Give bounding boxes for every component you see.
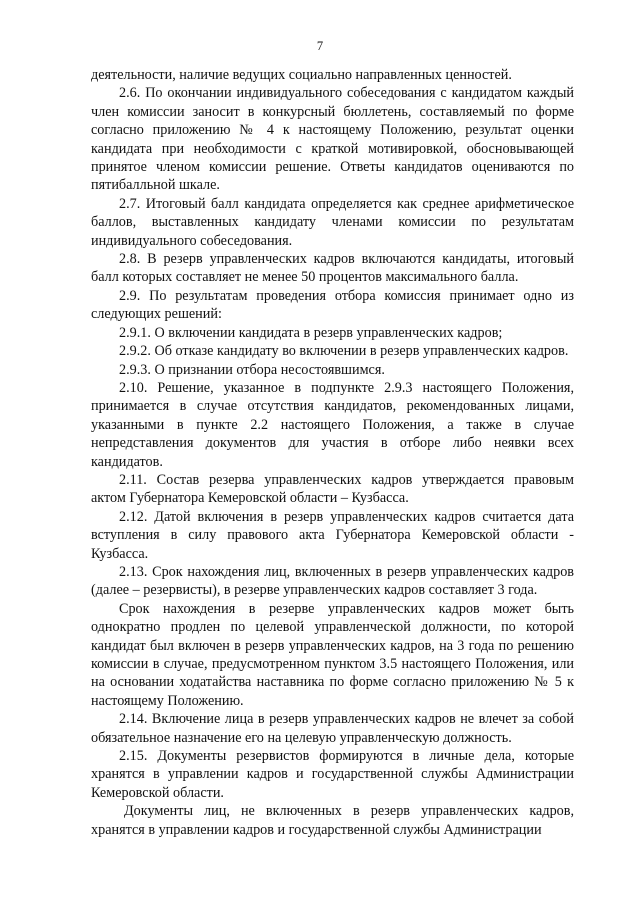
paragraph-2-11: 2.11. Состав резерва управленческих кадров утверждается правовым актом Губернатора Кемеровской области – Кузбасса. [91,471,574,507]
paragraph-2-6: 2.6. По окончании индивидуального собеседования с кандидатом каждый член комиссии заносит в конкурсный бюллетень, составляемый по форме согласно приложению № 4 к настоящему Положению, результат оценки кандидата при необходимости с краткой мотивировкой, обосновывающей принятое членом комиссии решение. Ответы кандидатов оцениваются по пятибалльной шкале. [91,85,574,194]
paragraph-2-12: 2.12. Датой включения в резерв управленческих кадров считается дата вступления в силу правового акта Губернатора Кемеровской области - Кузбасса. [91,508,574,562]
paragraph-2-9: 2.9. По результатам проведения отбора комиссия принимает одно из следующих решений: [91,287,574,323]
paragraph-2-15: 2.15. Документы резервистов формируются в личные дела, которые хранятся в управлении кадров и государственной службы Администрации Кемеровской области. [91,748,574,801]
paragraph-2-13-extension: Срок нахождения в резерве управленческих кадров может быть однократно продлен по целевой управленческой должности, по которой кандидат был включен в резерв управленческих кадров, на 3 года по решению комиссии в случае, предусмотренном пунктом 3.5 настоящего Положения, или на основании ходатайства наставника по форме согласно приложению № 5 к настоящему Положению. [91,600,574,709]
paragraph-2-9-2: 2.9.2. Об отказе кандидату во включении в резерв управленческих кадров. [119,343,569,360]
paragraph-2-7: 2.7. Итоговый балл кандидата определяется как среднее арифметическое баллов, выставленных кандидату членами комиссии по результатам индивидуального собеседования. [91,195,574,249]
paragraph-2-13: 2.13. Срок нахождения лиц, включенных в резерв управленческих кадров (далее – резервисты), в резерве управленческих кадров составляет 3 года. [91,563,574,599]
paragraph-2-9-1: 2.9.1. О включении кандидата в резерв управленческих кадров; [119,324,503,341]
paragraph-2-8: 2.8. В резерв управленческих кадров включаются кандидаты, итоговый балл которых составляет не менее 50 процентов максимального балла. [91,251,574,286]
paragraph-non-included-documents: Документы лиц, не включенных в резерв управленческих кадров, хранятся в управлении кадров и государственной службы Администрации [91,803,574,838]
paragraph-2-9-3: 2.9.3. О признании отбора несостоявшимся. [119,361,385,378]
paragraph-2-10: 2.10. Решение, указанное в подпункте 2.9.3 настоящего Положения, принимается в случае отсутствия кандидатов, рекомендованных лицами, указанными в пункте 2.2 настоящего Положения, а также в случае непредставления документов для участия в отборе либо неявки всех кандидатов. [91,379,574,470]
page-number: 7 [316,39,324,53]
document-body [91,66,574,839]
paragraph-2-14: 2.14. Включение лица в резерв управленческих кадров не влечет за собой обязательное назначение его на целевую управленческую должность. [91,711,574,746]
paragraph-continuation: деятельности, наличие ведущих социально направленных ценностей. [91,67,512,83]
